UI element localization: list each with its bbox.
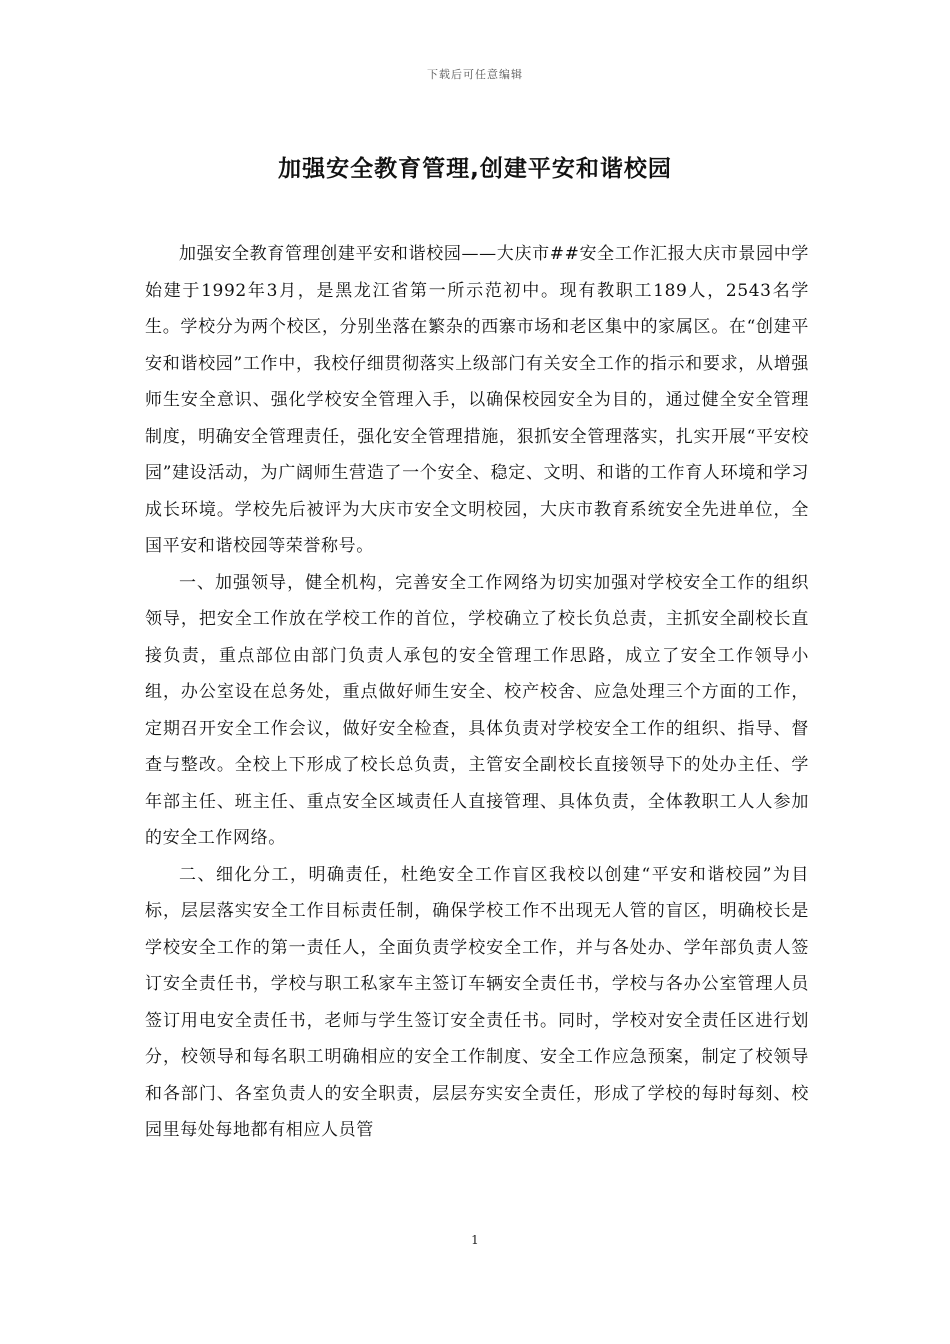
document-title: 加强安全教育管理,创建平安和谐校园 [278,156,672,182]
page-number: 1 [471,1233,479,1247]
paragraph-section-2: 二、细化分工，明确责任，杜绝安全工作盲区我校以创建“平安和谐校园”为目标，层层落实安全工作目标责任制，确保学校工作不出现无人管的盲区，明确校长是学校安全工作的第一责任人，全面负责学校安全工作，并与各处办、学年部负责人签订安全责任书，学校与职工私家车主签订车辆安全责任书，学校与各办公室管理人员签订用电安全责任书，老师与学生签订安全责任书。同时，学校对安全责任区进行划分，校领导和每名职工明确相应的安全工作制度、安全工作应急预案，制定了校领导和各部门、各室负责人的安全职责，层层夯实安全责任，形成了学校的每时每刻、校园里每处每地都有相应人员管 [145,864,809,1140]
document-body [145,236,809,1149]
page-header-note: 下载后可任意编辑 [427,68,523,81]
paragraph-intro: 加强安全教育管理创建平安和谐校园——大庆市##安全工作汇报大庆市景园中学始建于1992年3月，是黑龙江省第一所示范初中。现有教职工189人，2543名学生。学校分为两个校区，分别坐落在繁杂的西寨市场和老区集中的家属区。在“创建平安和谐校园”工作中，我校仔细贯彻落实上级部门有关安全工作的指示和要求，从增强师生安全意识、强化学校安全管理入手，以确保校园安全为目的，通过健全安全管理制度，明确安全管理责任，强化安全管理措施，狠抓安全管理落实，扎实开展“平安校园”建设活动，为广阔师生营造了一个安全、稳定、文明、和谐的工作育人环境和学习成长环境。学校先后被评为大庆市安全文明校园，大庆市教育系统安全先进单位，全国平安和谐校园等荣誉称号。 [145,244,809,556]
paragraph-section-1: 一、加强领导，健全机构，完善安全工作网络为切实加强对学校安全工作的组织领导，把安全工作放在学校工作的首位，学校确立了校长负总责，主抓安全副校长直接负责，重点部位由部门负责人承包的安全管理工作思路，成立了安全工作领导小组，办公室设在总务处，重点做好师生安全、校产校舍、应急处理三个方面的工作，定期召开安全工作会议，做好安全检查，具体负责对学校安全工作的组织、指导、督查与整改。全校上下形成了校长总负责，主管安全副校长直接领导下的处办主任、学年部主任、班主任、重点安全区域责任人直接管理、具体负责，全体教职工人人参加的安全工作网络。 [145,572,809,848]
